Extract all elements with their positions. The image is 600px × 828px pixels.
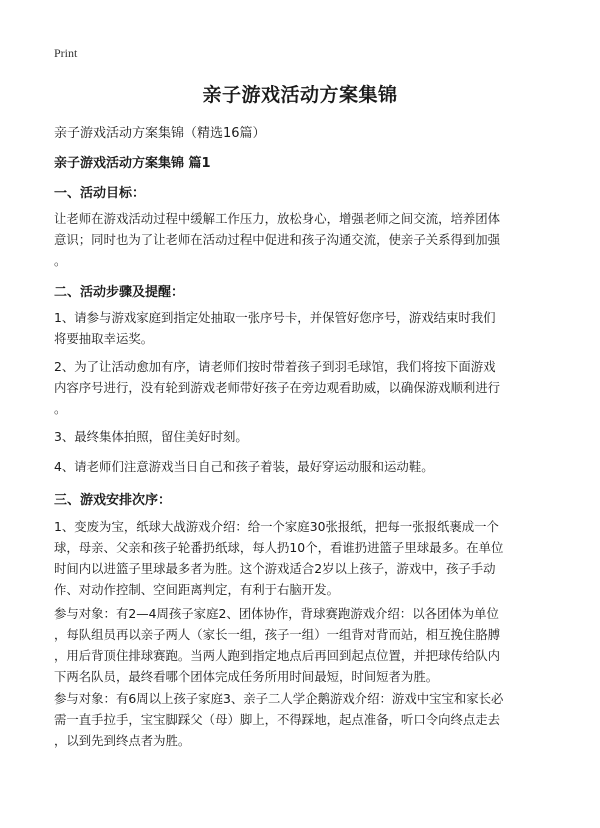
paragraph-step-2: [54, 356, 554, 419]
paragraph-line: 时间内以进篮子里球最多者为胜。这个游戏适合2岁以上孩子，游戏中，孩子手动: [54, 561, 496, 576]
paragraph-line: 3、最终集体拍照，留住美好时刻。: [54, 429, 248, 444]
section-title: 亲子游戏活动方案集锦 篇1: [54, 156, 211, 171]
paragraph-line: 意识；同时也为了让老师在活动过程中促进和孩子沟通交流，使亲子关系得到加强: [54, 232, 501, 247]
paragraph-line: 球，母亲、父亲和孩子轮番扔纸球，每人扔10个，看谁扔进篮子里球最多。在单位: [54, 540, 504, 555]
paragraph-line: 让老师在游戏活动过程中缓解工作压力，放松身心，增强老师之间交流，培养团体: [54, 211, 501, 226]
heading-schedule: 三、游戏安排次序：: [54, 493, 172, 508]
paragraph-line: 4、请老师们注意游戏当日自己和孩子着装，最好穿运动服和运动鞋。: [54, 459, 434, 474]
paragraph-line: 。: [54, 401, 67, 416]
paragraph-line: ，以到先到终点者为胜。: [54, 733, 191, 748]
paragraph-line: 。: [54, 253, 67, 268]
paragraph-line: 参与对象：有2—4周孩子家庭2、团体协作，背球赛跑游戏介绍：以各团体为单位: [54, 606, 499, 621]
document-subtitle: 亲子游戏活动方案集锦（精选16篇）: [54, 126, 266, 141]
paragraph-step-1: [54, 307, 554, 349]
paragraph-game-2: [54, 603, 554, 687]
paragraph-line: 下两名队员，最终看哪个团体完成任务所用时间最短，时间短者为胜。: [54, 669, 439, 684]
document-title: 亲子游戏活动方案集锦: [202, 84, 398, 106]
paragraph-step-3: [54, 426, 554, 447]
paragraph-line: ，用后背顶住排球赛跑。当两人跑到指定地点后再回到起点位置，并把球传给队内: [54, 648, 501, 663]
paragraph-game-1: [54, 516, 554, 600]
paragraph-line: 1、变废为宝，纸球大战游戏介绍：给一个家庭30张报纸，把每一张报纸裹成一个: [54, 519, 499, 534]
paragraph-line: 参与对象：有6周以上孩子家庭3、亲子二人学企鹅游戏介绍：游戏中宝宝和家长必: [54, 691, 504, 706]
paragraph-line: ，每队组员再以亲子两人（家长一组，孩子一组）一组背对背而站，相互挽住胳膊: [54, 627, 501, 642]
paragraph-line: 1、请参与游戏家庭到指定处抽取一张序号卡，并保管好您序号，游戏结束时我们: [54, 310, 496, 325]
paragraph-step-4: [54, 456, 554, 477]
paragraph-line: 内容序号进行，没有轮到游戏老师带好孩子在旁边观看助威，以确保游戏顺利进行: [54, 380, 501, 395]
paragraph-line: 2、为了让活动愈加有序，请老师们按时带着孩子到羽毛球馆，我们将按下面游戏: [54, 359, 496, 374]
heading-steps: 二、活动步骤及提醒：: [54, 285, 185, 300]
heading-goals: 一、活动目标：: [54, 186, 146, 201]
paragraph-game-3: [54, 688, 554, 751]
paragraph-line: 需一直手拉手，宝宝脚踩父（母）脚上，不得踩地，起点准备，听口令向终点走去: [54, 712, 501, 727]
paragraph-goals: [54, 208, 554, 271]
print-label: Print: [54, 46, 78, 60]
paragraph-line: 作、对动作控制、空间距离判定，有利于右脑开发。: [54, 582, 339, 597]
paragraph-line: 将要抽取幸运奖。: [54, 331, 154, 346]
